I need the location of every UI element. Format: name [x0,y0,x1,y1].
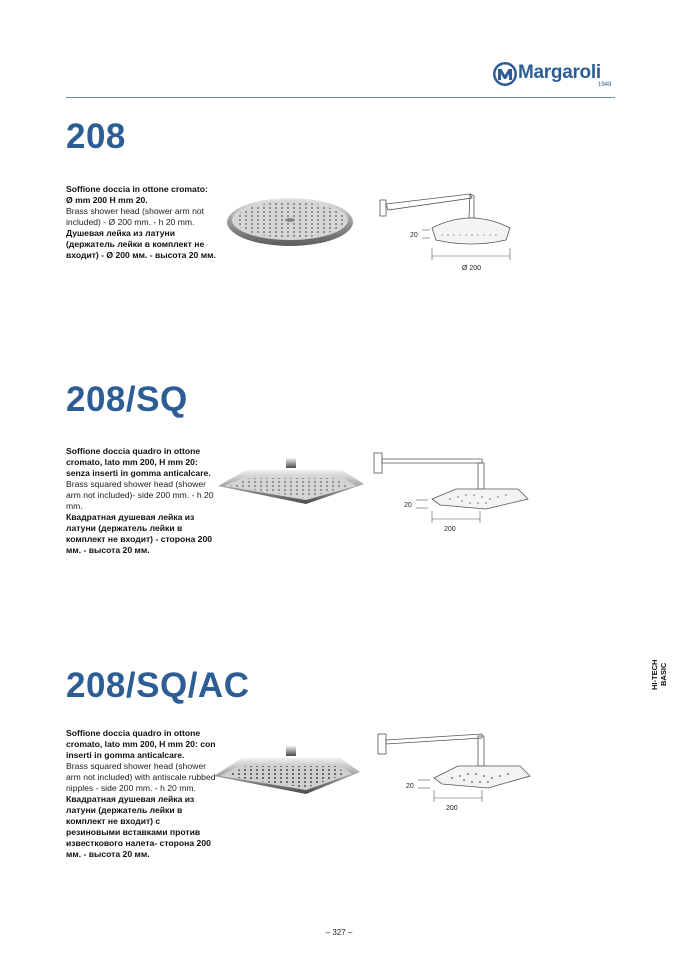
product-code: 208 [66,117,126,156]
dim-height-label: 20 [410,232,418,239]
desc-english: Brass squared shower head (shower arm not included) with antiscale rubbed nipples - side 200 mm. - h 20 mm. [66,761,216,793]
desc-italian: Soffione doccia quadro in ottone cromato, lato mm 200, H mm 20: con inserti in gomma anticalcare. [66,728,216,760]
round-shower-technical-drawing [376,186,526,276]
desc-russian: Квадратная душевая лейка из латуни (держатель лейки в комплект не входит) - сторона 200 мм. - высота 20 мм. [66,512,213,555]
page-number: – 327 – [325,928,353,937]
desc-english: Brass shower head (shower arm not included) - Ø 200 mm. - h 20 mm. [66,206,205,227]
brand-logo [492,60,620,90]
desc-italian: Soffione doccia in ottone cromato: Ø mm 200 H mm 20. [66,184,208,205]
square-shower-head-image [216,456,366,512]
side-tab-line2: BASIC [659,662,668,686]
dim-height-label: 20 [404,502,412,509]
desc-english: Brass squared shower head (shower arm not included)- side 200 mm. - h 20 mm. [66,479,214,511]
dim-width-label: Ø 200 [462,265,482,272]
side-tab-line1: HI-TECH [650,659,659,690]
desc-russian: Квадратная душевая лейка из латуни (держатель лейки в комплект не входит) с резиновыми вставками против известкового налета- сторона 200 мм. - высота 20 мм. [66,794,211,859]
product-code: 208/SQ [66,380,188,419]
brand-year: 1949 [598,82,612,88]
square-antiscale-technical-drawing [374,728,534,818]
square-shower-technical-drawing [370,447,530,537]
product-description [66,446,216,556]
desc-italian: Soffione doccia quadro in ottone cromato, lato mm 200, H mm 20: senza inserti in gomma anticalcare. [66,446,211,478]
product-description [66,728,216,860]
brand-name: Margaroli [518,62,601,83]
square-antiscale-shower-head-image [212,744,362,800]
product-description [66,184,216,261]
product-code: 208/SQ/AC [66,666,250,705]
dim-width-label: 200 [446,805,458,812]
section-side-tab [648,654,674,694]
header-rule [66,97,615,98]
dim-height-label: 20 [406,783,414,790]
round-shower-head-image [225,190,355,250]
desc-russian: Душевая лейка из латуни (держатель лейки в комплект не входит) - Ø 200 мм. - высота 20 мм. [66,228,216,260]
logo-emblem-icon [492,61,518,87]
dim-width-label: 200 [444,526,456,533]
